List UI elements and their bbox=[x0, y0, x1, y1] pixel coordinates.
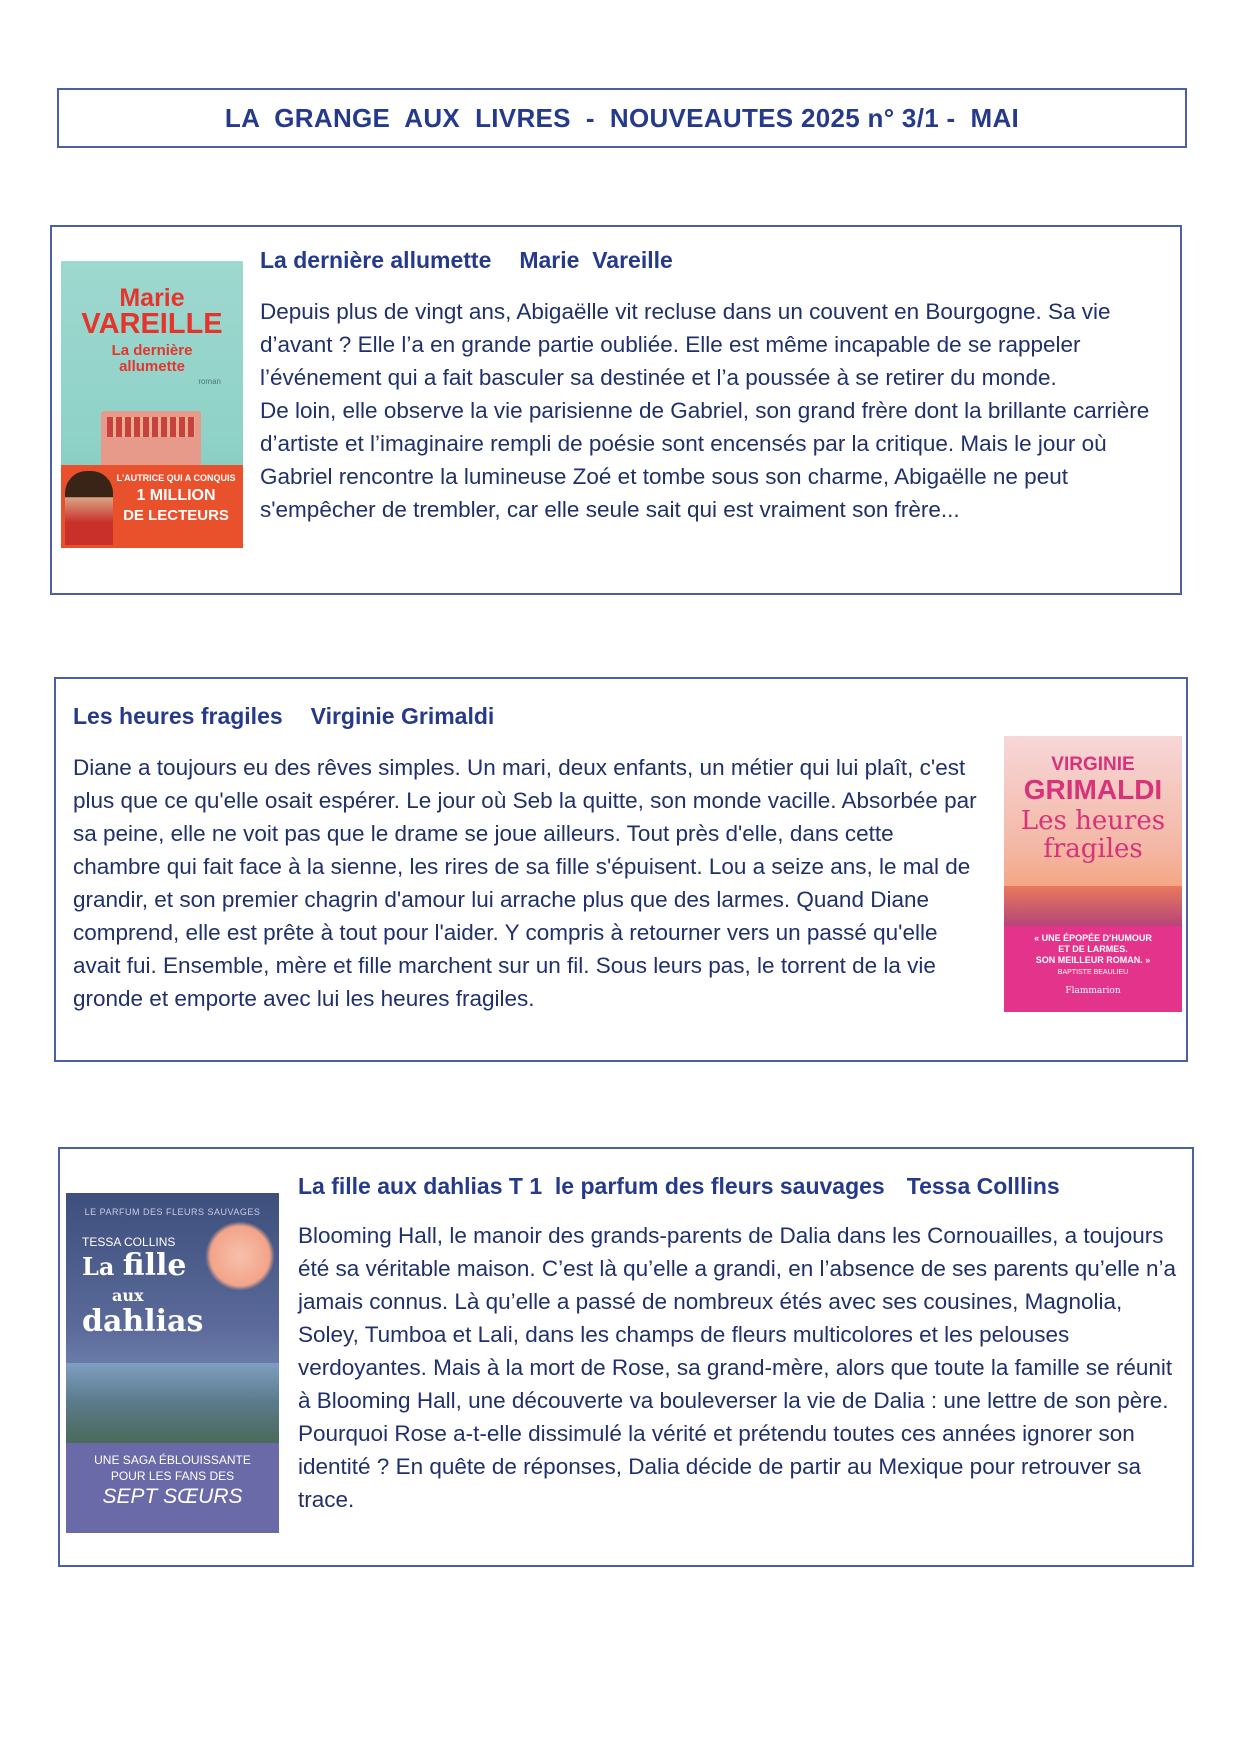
landscape-illustration bbox=[1004, 886, 1182, 926]
cover-quote-line2: ET DE LARMES. bbox=[1058, 944, 1128, 954]
book-heading-1 bbox=[260, 247, 673, 274]
cover-author: TESSA COLLINS bbox=[82, 1235, 176, 1249]
cover-author-last: VAREILLE bbox=[81, 308, 223, 340]
book-cover-3 bbox=[66, 1193, 279, 1533]
book-cover-2 bbox=[1004, 736, 1182, 1012]
cover-title-line2: allumette bbox=[119, 358, 185, 375]
cover-series: LE PARFUM DES FLEURS SAUVAGES bbox=[84, 1207, 261, 1217]
cover-author-first: Marie bbox=[119, 284, 185, 312]
book-heading-3 bbox=[298, 1173, 1060, 1200]
cover-banner-line2: 1 MILLION bbox=[136, 487, 216, 504]
cover-banner bbox=[61, 465, 243, 548]
book-card-2 bbox=[54, 677, 1188, 1062]
cover-title-line1: La dernière bbox=[111, 342, 193, 359]
book-author: Marie Vareille bbox=[519, 247, 673, 273]
cover-title-line3: aux bbox=[112, 1286, 144, 1305]
field-illustration bbox=[66, 1363, 279, 1443]
book-card-3 bbox=[58, 1147, 1194, 1567]
cover-quote-author: BAPTISTE BEAULIEU bbox=[1057, 969, 1129, 976]
book-description-1 bbox=[260, 295, 1160, 526]
description-paragraph: De loin, elle observe la vie parisienne de Gabriel, son grand frère dont la brillante carrière d’artiste et l’imaginaire rempli de poésie sont encensés par la critique. Mais le jour où Gabriel rencontre la lumineuse Zoé et tombe sous son charme, Abigaëlle ne peut s'empêcher de trembler, car elle seule sait qui est vraiment son frère... bbox=[260, 398, 1150, 522]
cover-publisher: Flammarion bbox=[1065, 986, 1121, 996]
matchbox-illustration bbox=[101, 411, 201, 469]
cover-author-first: VIRGINIE bbox=[1051, 754, 1135, 775]
cover-title-line2: fille bbox=[122, 1248, 187, 1283]
cover-banner-line2: POUR LES FANS DES bbox=[110, 1469, 235, 1483]
cover-quote-band bbox=[1004, 926, 1182, 1012]
cover-title bbox=[82, 1248, 204, 1339]
description-paragraph: Diane a toujours eu des rêves simples. Un mari, deux enfants, un métier qui lui plaît, c'est plus que ce qu'elle osait espérer. Le jour où Seb la quitte, son monde vacille. Absorbée par sa peine, elle ne voit pas que le drame se joue ailleurs. Tout près d'elle, dans cette chambre qui fait face à la sienne, les rires de sa fille s'épuisent. Lou a seize ans, le mal de grandir, et son premier chagrin d'amour lui arrache plus que des larmes. Quand Diane comprend, elle est prête à tout pour l'aider. Y compris à retourner vers un passé qu'elle avait fui. Ensemble, mère et fille marchent sur un fil. Sous leurs pas, le torrent de la vie gronde et emporte avec lui les heures fragiles. bbox=[73, 755, 977, 1011]
description-paragraph: Blooming Hall, le manoir des grands-parents de Dalia dans les Cornouailles, a toujours été sa véritable maison. C’est là qu’elle a grandi, en l’absence de ses parents qu’elle n’a jamais connus. Là qu’elle a passé de nombreux étés avec ses cousines, Magnolia, Soley, Tumboa et Lali, dans les champs de fleurs multicolores et les pelouses verdoyantes. Mais à la mort de Rose, sa grand-mère, alors que toute la famille se réunit à Blooming Hall, une découverte va bouleverser la vie de Dalia : une lettre de son père. Pourquoi Rose a-t-elle dissimulé la vérité et prétendu toutes ces années ignorer son identité ? En quête de réponses, Dalia décide de partir au Mexique pour retrouver sa trace. bbox=[298, 1223, 1177, 1512]
cover-title-line1: La bbox=[82, 1252, 115, 1281]
book-author: Virginie Grimaldi bbox=[310, 703, 495, 729]
book-title: La fille aux dahlias T 1 le parfum des fleurs sauvages bbox=[298, 1173, 885, 1199]
book-title: Les heures fragiles bbox=[73, 703, 283, 729]
cover-banner-line3: SEPT SŒURS bbox=[102, 1485, 243, 1508]
cover-quote-line1: « UNE ÉPOPÉE D'HUMOUR bbox=[1034, 933, 1152, 943]
cover-quote-line3: SON MEILLEUR ROMAN. » bbox=[1035, 955, 1151, 965]
header-box bbox=[57, 88, 1187, 148]
cover-banner bbox=[66, 1443, 279, 1533]
cover-banner-line3: DE LECTEURS bbox=[123, 507, 229, 524]
cover-banner-line1: L'AUTRICE QUI A CONQUIS bbox=[116, 473, 236, 483]
book-cover-1 bbox=[61, 261, 243, 548]
dahlia-illustration bbox=[205, 1221, 275, 1291]
cover-banner-line1: UNE SAGA ÉBLOUISSANTE bbox=[94, 1453, 251, 1467]
author-photo bbox=[65, 471, 113, 545]
book-description-3 bbox=[298, 1219, 1178, 1516]
book-card-1 bbox=[50, 225, 1182, 595]
book-description-2 bbox=[73, 751, 985, 1015]
cover-genre: roman bbox=[198, 377, 221, 386]
cover-author-last: GRIMALDI bbox=[1023, 774, 1163, 805]
cover-title-line4: dahlias bbox=[82, 1304, 204, 1339]
cover-title-line1: Les heures bbox=[1020, 806, 1166, 836]
cover-title-line2: fragiles bbox=[1043, 834, 1143, 864]
book-heading-2 bbox=[73, 703, 494, 730]
book-title: La dernière allumette bbox=[260, 247, 492, 273]
description-paragraph: Depuis plus de vingt ans, Abigaëlle vit recluse dans un couvent en Bourgogne. Sa vie d’avant ? Elle l’a en grande partie oubliée. Elle est même incapable de se rappeler l’événement qui a fait basculer sa destinée et l’a poussée à se retirer du monde. bbox=[260, 299, 1111, 390]
book-author: Tessa Colllins bbox=[906, 1173, 1060, 1199]
page-title: LA GRANGE AUX LIVRES - NOUVEAUTES 2025 n° 3/1 - MAI bbox=[224, 102, 1020, 133]
